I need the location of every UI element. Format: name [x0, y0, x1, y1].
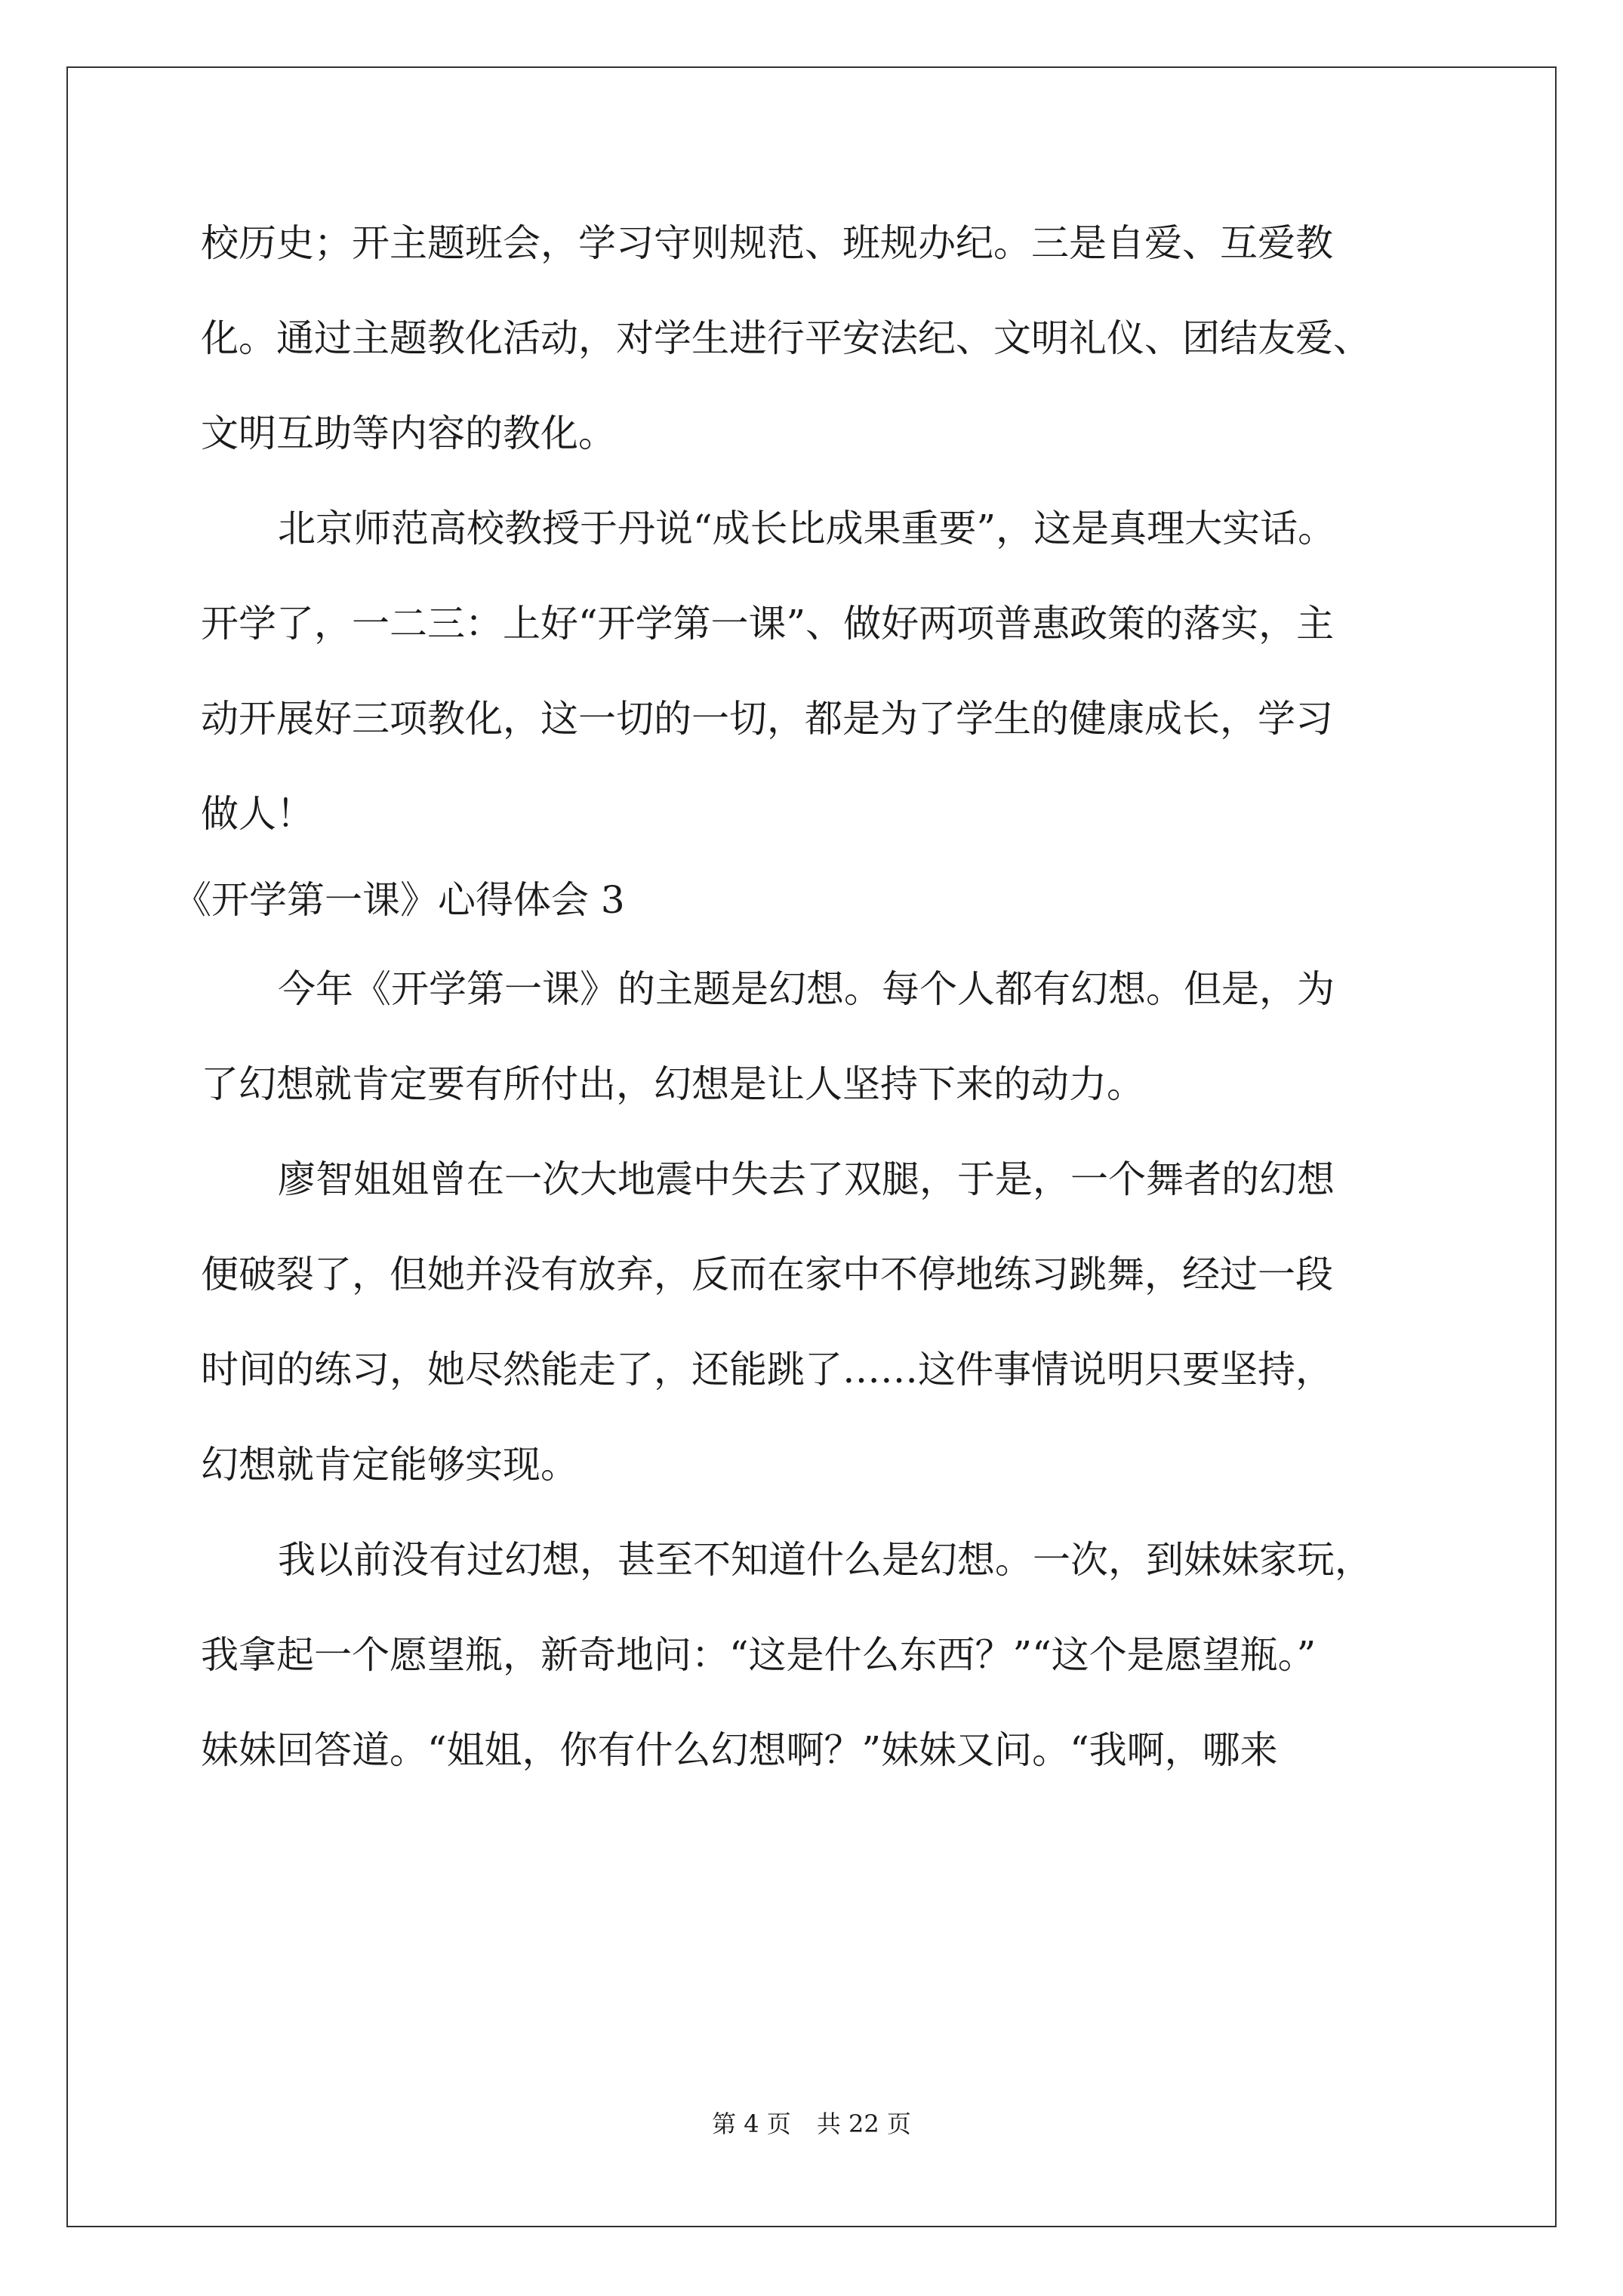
text-line: 校历史；开主题班会，学习守则规范、班规办纪。三是自爱、互爱教: [201, 221, 1333, 265]
section-heading: 《开学第一课》心得体会 3: [174, 878, 625, 922]
text-line: 幻想就肯定能够实现。: [201, 1443, 578, 1487]
paragraph-first-line: 今年《开学第一课》的主题是幻想。每个人都有幻想。但是，为: [278, 967, 1335, 1011]
page-number: 第 4 页: [712, 2110, 791, 2138]
text-line: 化。通过主题教化活动，对学生进行平安法纪、文明礼仪、团结友爱、: [201, 316, 1371, 360]
page-total: 共 22 页: [816, 2110, 911, 2138]
text-line: 文明互助等内容的教化。: [201, 411, 616, 455]
page-footer: [0, 2109, 1623, 2139]
text-line: 动开展好三项教化，这一切的一切，都是为了学生的健康成长，学习: [201, 697, 1333, 741]
paragraph-first-line: 我以前没有过幻想，甚至不知道什么是幻想。一次，到妹妹家玩，: [278, 1538, 1372, 1582]
page-border: [66, 66, 1557, 2227]
text-line: 开学了，一二三：上好“开学第一课”、做好两项普惠政策的落实，主: [201, 602, 1335, 646]
text-line: 了幻想就肯定要有所付出，幻想是让人坚持下来的动力。: [201, 1062, 1144, 1106]
text-line: 便破裂了，但她并没有放弃，反而在家中不停地练习跳舞，经过一段: [201, 1253, 1333, 1296]
text-line: 时间的练习，她尽然能走了，还能跳了……这件事情说明只要坚持，: [201, 1348, 1333, 1391]
text-line: 我拿起一个愿望瓶，新奇地问：“这是什么东西？”“这个是愿望瓶。”: [201, 1633, 1317, 1677]
text-line: 做人！: [201, 792, 314, 836]
text-line: 妹妹回答道。“姐姐，你有什么幻想啊？”妹妹又问。“我啊，哪来: [201, 1728, 1278, 1772]
paragraph-first-line: 廖智姐姐曾在一次大地震中失去了双腿，于是，一个舞者的幻想: [278, 1157, 1335, 1201]
paragraph-first-line: 北京师范高校教授于丹说“成长比成果重要”，这是真理大实话。: [278, 507, 1336, 550]
